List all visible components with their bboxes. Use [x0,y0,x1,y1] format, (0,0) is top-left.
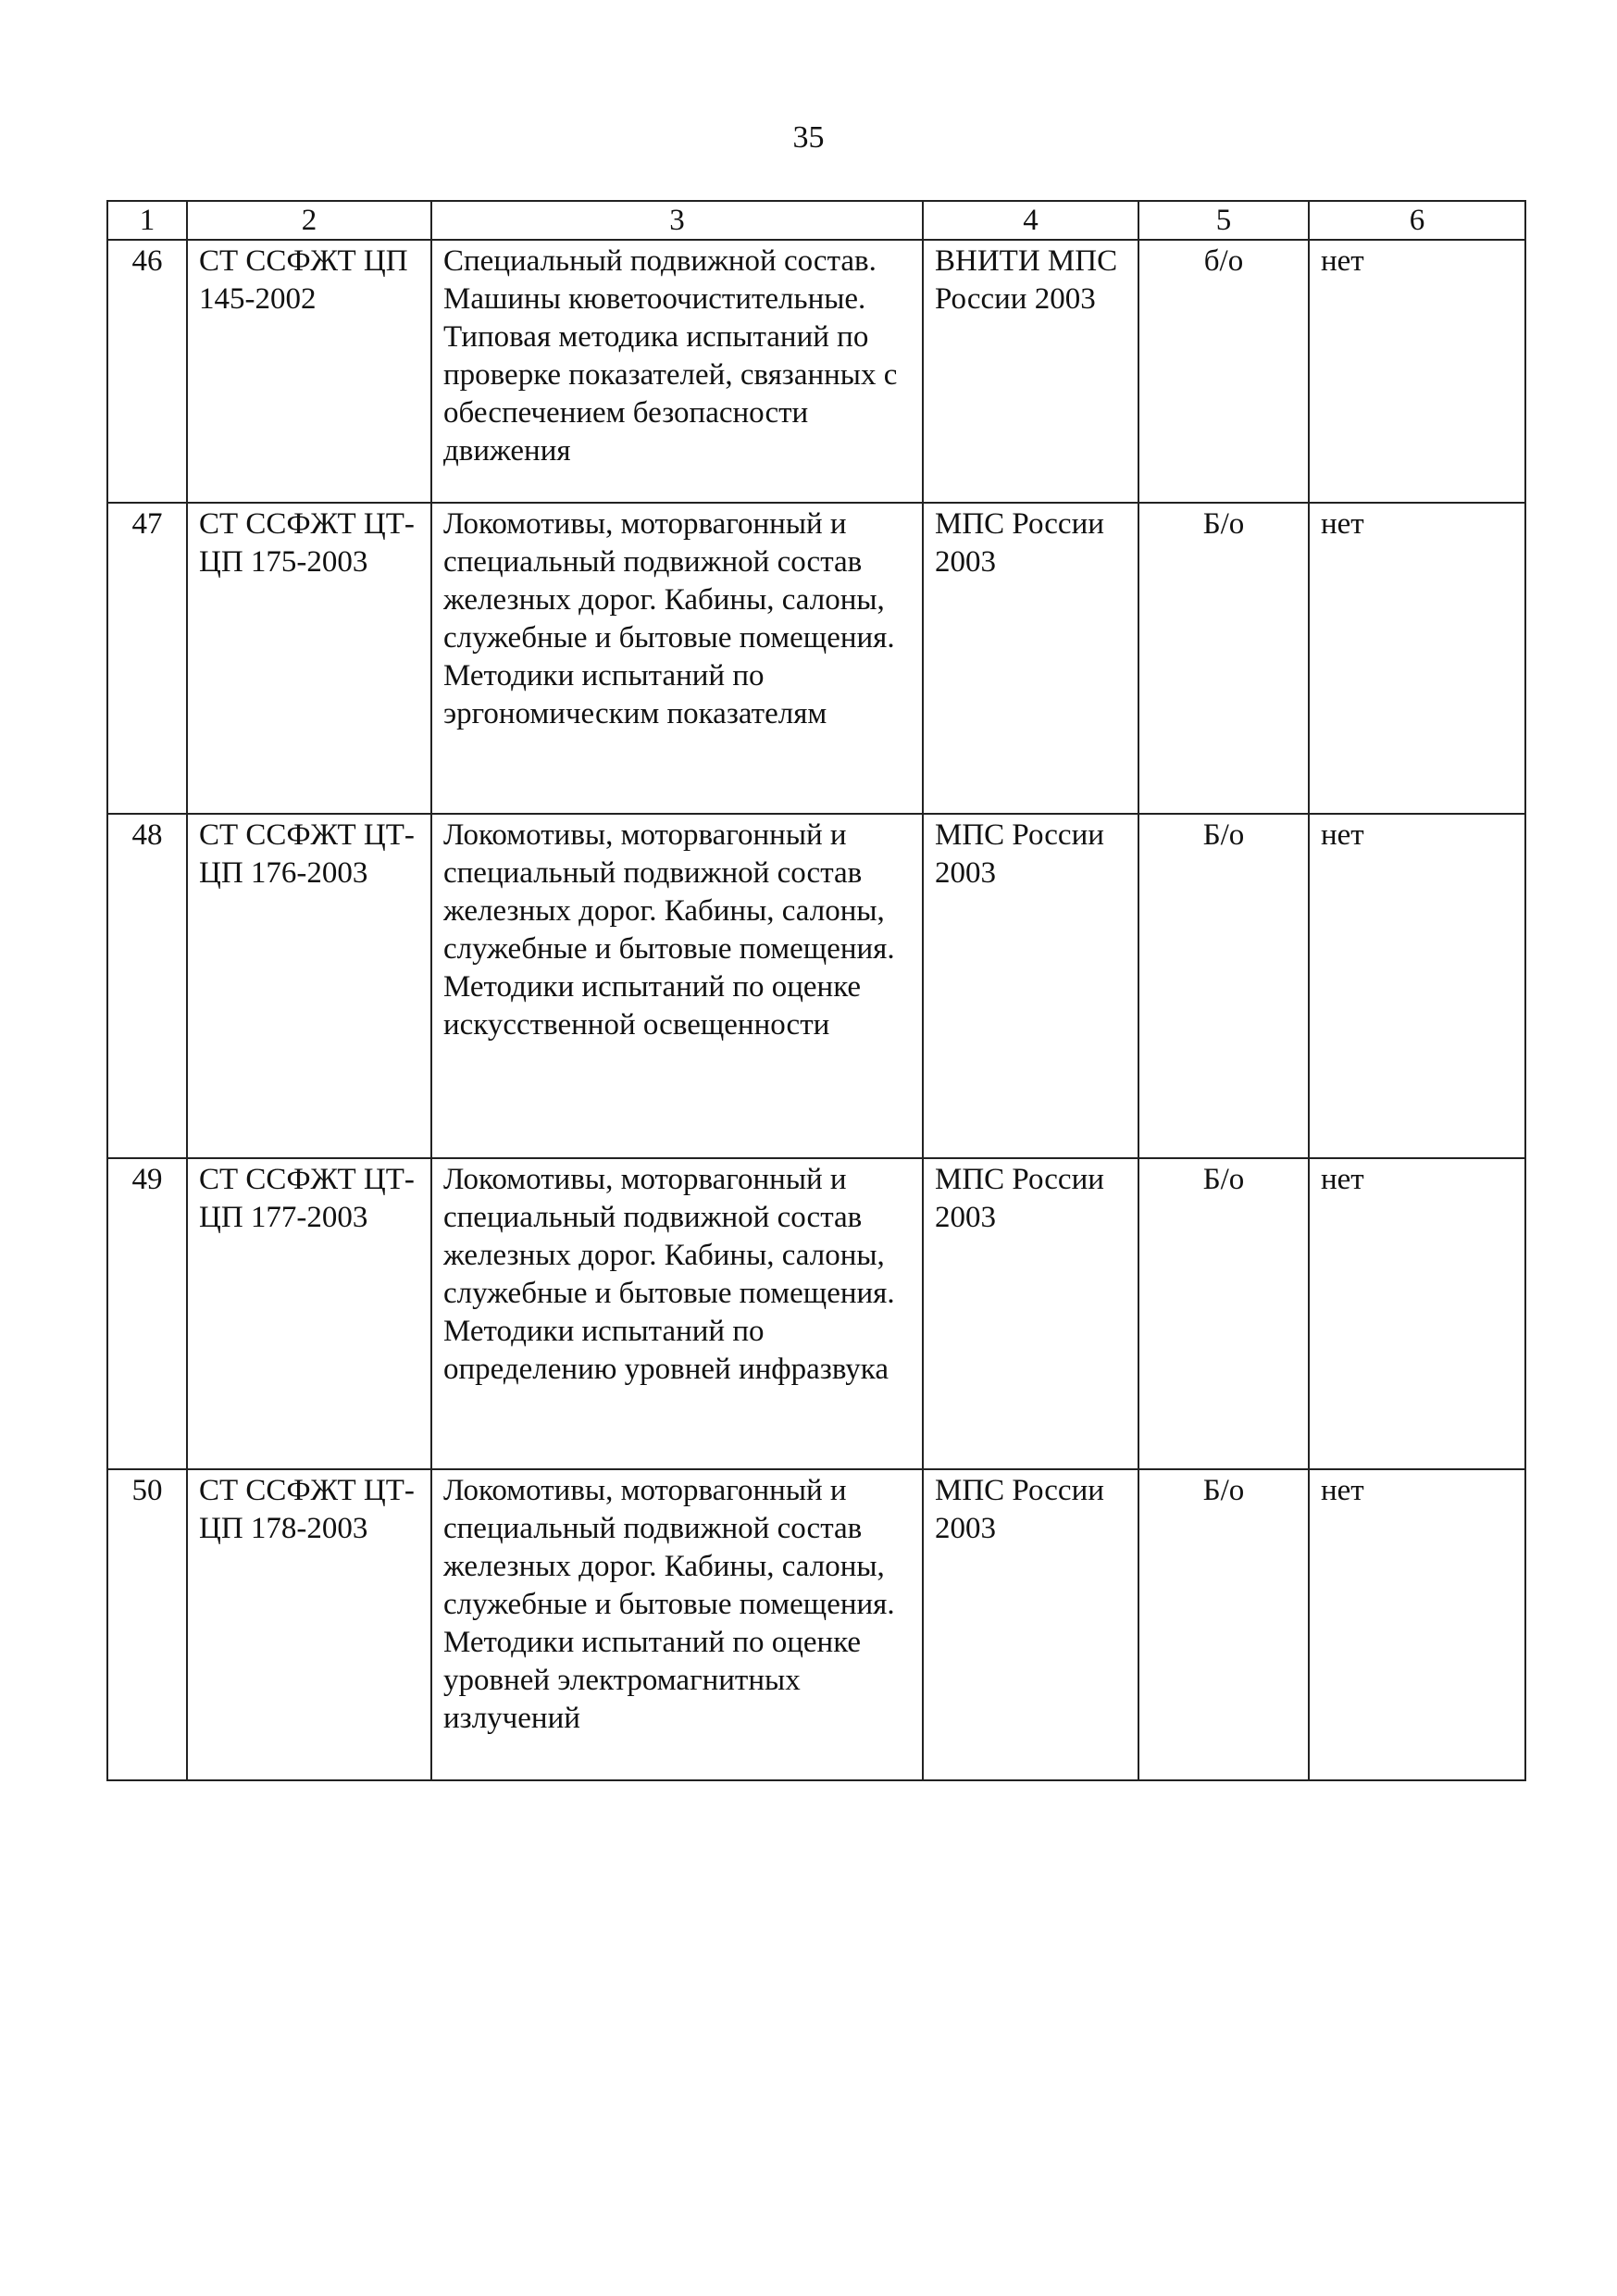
note: нет [1309,814,1525,1158]
column-header: 1 [107,201,187,240]
mark: Б/о [1138,1469,1309,1780]
developer: МПС России 2003 [923,1158,1138,1469]
note: нет [1309,1158,1525,1469]
row-number: 47 [107,503,187,814]
column-header: 2 [187,201,431,240]
column-header: 5 [1138,201,1309,240]
column-header: 4 [923,201,1138,240]
standard-code: СТ ССФЖТ ЦТ-ЦП 177-2003 [187,1158,431,1469]
table-row [107,1158,1525,1469]
note: нет [1309,240,1525,503]
standard-title: Локомотивы, моторвагонный и специальный подвижной состав железных дорог. Кабины, салоны, служебные и бытовые помещения. Методики испытаний по определению уровней инфразвука [431,1158,923,1469]
note: нет [1309,1469,1525,1780]
column-header: 6 [1309,201,1525,240]
mark: Б/о [1138,503,1309,814]
row-number: 48 [107,814,187,1158]
table-row [107,503,1525,814]
row-number: 50 [107,1469,187,1780]
standard-title: Локомотивы, моторвагонный и специальный подвижной состав железных дорог. Кабины, салоны, служебные и бытовые помещения. Методики испытаний по эргономическим показателям [431,503,923,814]
developer: МПС России 2003 [923,1469,1138,1780]
standard-title: Локомотивы, моторвагонный и специальный подвижной состав железных дорог. Кабины, салоны, служебные и бытовые помещения. Методики испытаний по оценке уровней электромагнитных излучений [431,1469,923,1780]
mark: Б/о [1138,814,1309,1158]
standard-code: СТ ССФЖТ ЦТ-ЦП 175-2003 [187,503,431,814]
developer: МПС России 2003 [923,503,1138,814]
standard-code: СТ ССФЖТ ЦТ-ЦП 176-2003 [187,814,431,1158]
note: нет [1309,503,1525,814]
row-number: 46 [107,240,187,503]
page-number: 35 [792,120,825,155]
standard-code: СТ ССФЖТ ЦП 145-2002 [187,240,431,503]
table-header-row [107,201,1525,240]
table-row [107,240,1525,503]
standard-title: Локомотивы, моторвагонный и специальный подвижной состав железных дорог. Кабины, салоны, служебные и бытовые помещения. Методики испытаний по оценке искусственной освещенности [431,814,923,1158]
row-number: 49 [107,1158,187,1469]
table-row [107,814,1525,1158]
column-header: 3 [431,201,923,240]
standard-code: СТ ССФЖТ ЦТ-ЦП 178-2003 [187,1469,431,1780]
standards-table [106,200,1526,1781]
developer: МПС России 2003 [923,814,1138,1158]
table-row [107,1469,1525,1780]
mark: б/о [1138,240,1309,503]
developer: ВНИТИ МПС России 2003 [923,240,1138,503]
standard-title: Специальный подвижной состав. Машины кюветоочистительные. Типовая методика испытаний по проверке показателей, связанных с обеспечением безопасности движения [431,240,923,503]
mark: Б/о [1138,1158,1309,1469]
